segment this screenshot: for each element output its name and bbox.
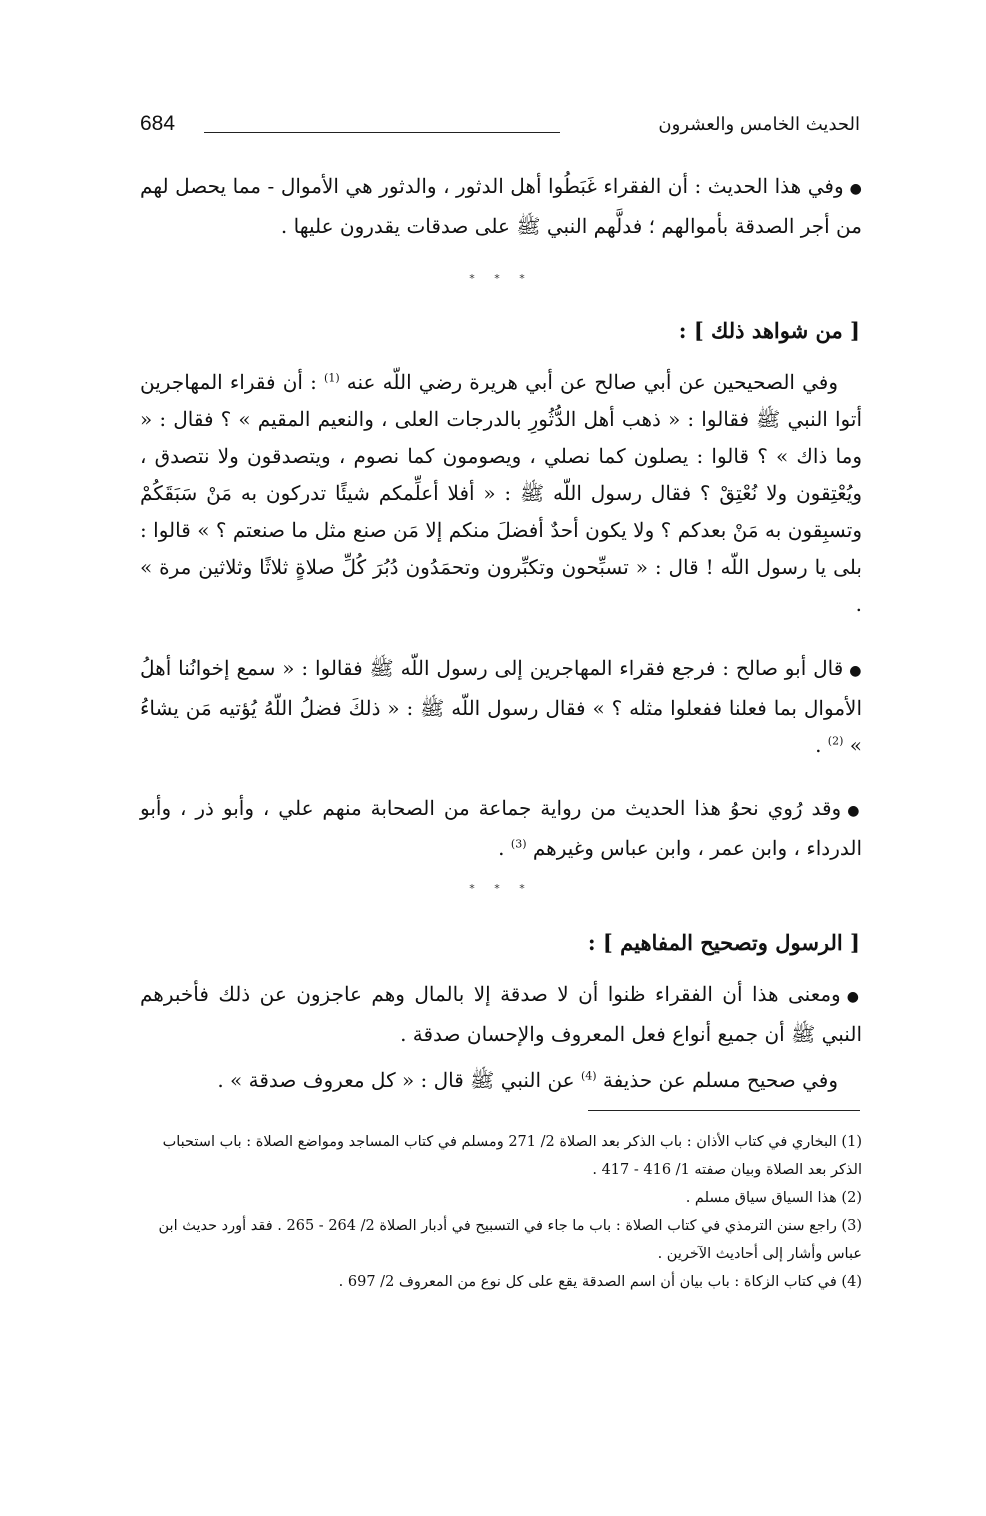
running-header bbox=[140, 112, 860, 142]
bullet-icon: ● bbox=[849, 663, 863, 679]
paragraph-text: ومعنى هذا أن الفقراء ظنوا أن لا صدقة إلا بالمال وهم عاجزون عن ذلك فأخبرهم النبي ﷺ أن جميع أنواع فعل المعروف والإحسان صدقة . bbox=[140, 982, 862, 1046]
footnote-rule bbox=[588, 1110, 860, 1111]
paragraph-dathur bbox=[140, 168, 862, 245]
paragraph-text: . bbox=[815, 733, 822, 757]
footnote-ref-4[interactable]: (4) bbox=[580, 1069, 597, 1083]
footnote-ref-2[interactable]: (2) bbox=[827, 734, 844, 748]
section-heading-mafahim: [ الرسول وتصحيح المفاهيم ] : bbox=[587, 930, 860, 955]
paragraph-mafahim bbox=[140, 976, 862, 1053]
paragraph-sahihayn bbox=[140, 364, 862, 623]
footnote-ref-1[interactable]: (1) bbox=[324, 371, 340, 385]
paragraph-abu-salih bbox=[140, 650, 862, 764]
footnote-3: (3) راجع سنن الترمذي في كتاب الصلاة : باب ما جاء في التسبيح في أدبار الصلاة 2/ 264 - 265 . فقد أورد حديث ابن عباس وأشار إلى أحاديث الآخرين . bbox=[158, 1218, 862, 1262]
paragraph-text: وفي الصحيحين عن أبي صالح عن أبي هريرة رضي اللّه عنه bbox=[346, 370, 839, 394]
paragraph-text: وفي هذا الحديث : أن الفقراء غَبَطُوا أهل الدثور ، والدثور هي الأموال - مما يحصل لهم من أجر الصدقة بأموالهم ؛ فدلَّهم النبي ﷺ على صدقات يقدرون عليها . bbox=[140, 174, 862, 238]
section-heading-shawahid: [ من شواهد ذلك ] : bbox=[678, 318, 860, 343]
paragraph-riwaya bbox=[140, 790, 862, 867]
section-separator: * * * bbox=[469, 882, 533, 895]
paragraph-hudhayfa bbox=[140, 1062, 862, 1099]
section-separator: * * * bbox=[469, 272, 533, 285]
paragraph-text: قال أبو صالح : فرجع فقراء المهاجرين إلى رسول اللّه ﷺ فقالوا : « سمع إخوانُنا أهلُ الأموال بما فعلنا ففعلوا مثله ؟ » فقال رسول اللّه ﷺ : « ذلكَ فضلُ اللّهُ يُؤتيه مَن يشاءُ » bbox=[140, 656, 862, 757]
paragraph-text: وفي صحيح مسلم عن حذيفة bbox=[602, 1068, 838, 1092]
paragraph-text: وقد رُوي نحوُ هذا الحديث من رواية جماعة من الصحابة منهم علي ، وأبو ذر ، وأبو الدرداء ، وابن عمر ، وابن عباس وغيرهم bbox=[140, 796, 862, 860]
bullet-icon: ● bbox=[849, 181, 862, 197]
bullet-icon: ● bbox=[846, 989, 862, 1005]
page-number: 684 bbox=[140, 112, 176, 135]
paragraph-text: : أن فقراء المهاجرين أتوا النبي ﷺ فقالوا : « ذهب أهل الدُّثُورِ بالدرجات العلى ، والنعيم المقيم » ؟ فقال : « وما ذاك » ؟ قالوا : يصلون كما نصلي ، ويصومون كما نصوم ، ويتصدقون ولا نتصدق ، ويُعْتِقون ولا نُعْتِقْ ؟ فقال رسول اللّه ﷺ : « أفلا أعلِّمكم شيئًا تدركون به مَنْ سَبَقَكُمْ وتسبِقون به مَنْ بعدكم ؟ ولا يكون أحدٌ أفضلَ منكم إلا مَن صنع مثل ما صنعتم ؟ » قالوا : بلى يا رسول اللّه ! قال : « تسبِّحون وتكبِّرون وتحمَدُون دُبُرَ كُلِّ صلاةٍ ثلاثًا وثلاثين مرة » . bbox=[140, 370, 862, 616]
footnote-4: (4) في كتاب الزكاة : باب بيان أن اسم الصدقة يقع على كل نوع من المعروف 2/ 697 . bbox=[338, 1274, 862, 1290]
footnote-1: (1) البخاري في كتاب الأذان : باب الذكر بعد الصلاة 2/ 271 ومسلم في كتاب المساجد ومواضع الصلاة : باب استحباب الذكر بعد الصلاة وبيان صفته 1/ 416 - 417 . bbox=[162, 1134, 862, 1178]
paragraph-text: . bbox=[498, 836, 505, 860]
footnote-2: (2) هذا السياق سياق مسلم . bbox=[685, 1190, 862, 1206]
bullet-icon: ● bbox=[847, 803, 862, 819]
footnote-ref-3[interactable]: (3) bbox=[510, 837, 527, 851]
footnotes bbox=[140, 1128, 862, 1296]
running-title: الحديث الخامس والعشرون bbox=[658, 114, 860, 135]
header-rule bbox=[204, 132, 560, 133]
paragraph-text: عن النبي ﷺ قال : « كل معروف صدقة » . bbox=[217, 1068, 575, 1092]
